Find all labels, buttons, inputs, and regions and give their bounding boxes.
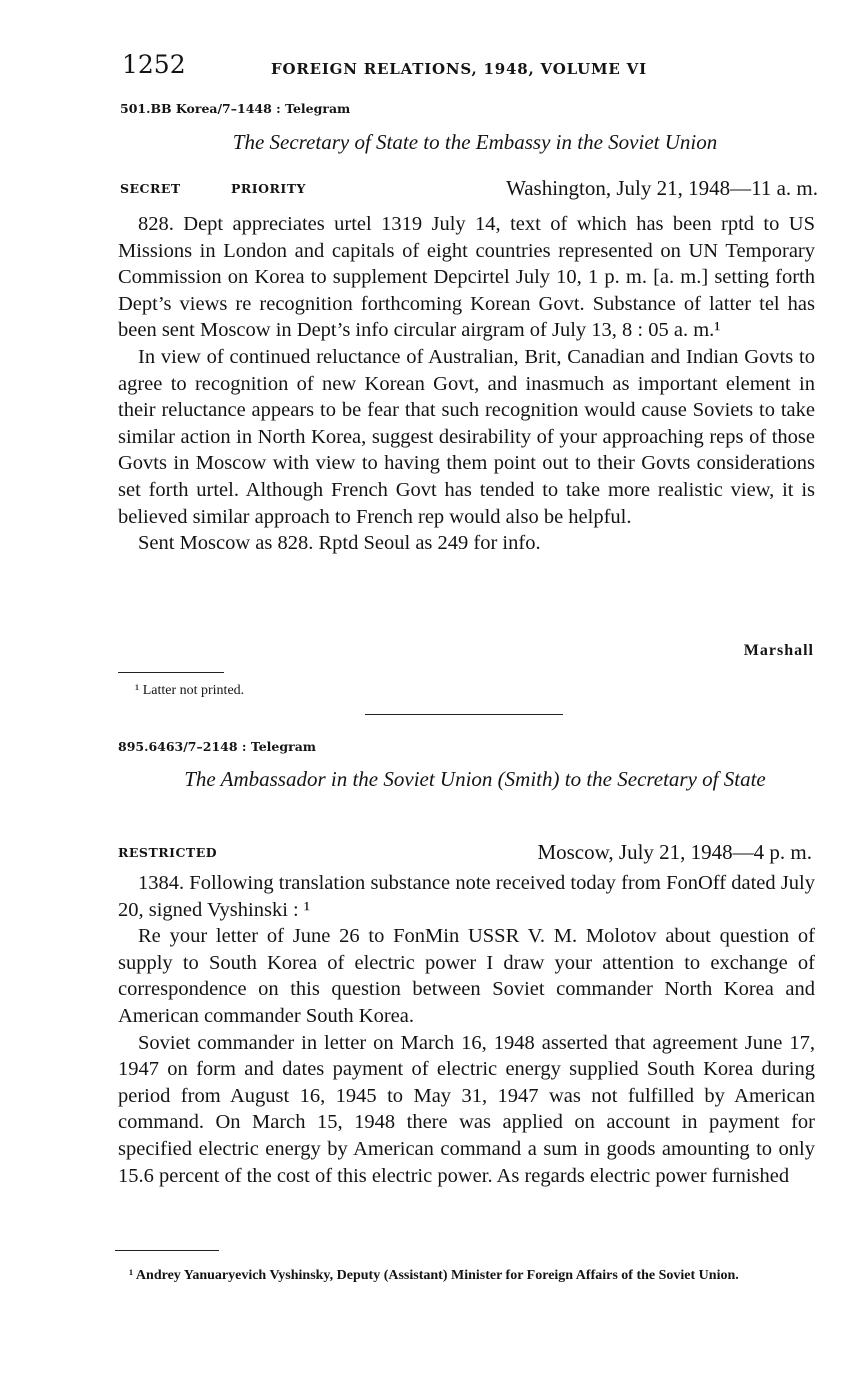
doc2-paragraph: 1384. Following translation substance note received today from FonOff dated July 20, signed Vyshinski : ¹ bbox=[118, 872, 815, 921]
doc2-body bbox=[118, 870, 815, 1189]
running-head: FOREIGN RELATIONS, 1948, VOLUME VI bbox=[271, 60, 647, 78]
doc1-priority: PRIORITY bbox=[231, 181, 306, 196]
doc2-paragraph: Re your letter of June 26 to FonMin USSR V. M. Molotov about question of supply to South Korea of electric power I draw your attention to exchange of correspondence on this question between Soviet commander North Korea and American commander South Korea. bbox=[118, 925, 815, 1027]
doc1-paragraph: 828. Dept appreciates urtel 1319 July 14, text of which has been rptd to US Missions in London and capitals of eight countries represented on UN Temporary Commission on Korea to supplement Depcirtel July 10, 1 p. m. [a. m.] setting forth Dept’s views re recognition forthcoming Korean Govt. Substance of latter tel has been sent Moscow in Dept’s info circular airgram of July 13, 8 : 05 a. m.¹ bbox=[118, 213, 815, 342]
page-number: 1252 bbox=[122, 50, 186, 79]
doc1-dateline: Washington, July 21, 1948—11 a. m. bbox=[506, 176, 818, 200]
document-separator bbox=[365, 714, 563, 715]
doc1-body bbox=[118, 211, 815, 557]
doc2-classification: RESTRICTED bbox=[118, 845, 218, 860]
doc1-file-id: 501.BB Korea/7–1448 : Telegram bbox=[120, 101, 351, 116]
footnote-rule bbox=[115, 1250, 219, 1251]
doc2-dateline: Moscow, July 21, 1948—4 p. m. bbox=[537, 840, 812, 864]
doc1-title: The Secretary of State to the Embassy in the Soviet Union bbox=[232, 130, 718, 154]
footnote-rule bbox=[118, 672, 224, 673]
doc2-title: The Ambassador in the Soviet Union (Smith) to the Secretary of State bbox=[184, 767, 766, 791]
doc1-paragraph: Sent Moscow as 828. Rptd Seoul as 249 for info. bbox=[138, 532, 541, 555]
doc1-classification: SECRET bbox=[120, 181, 181, 196]
doc1-paragraph: In view of continued reluctance of Australian, Brit, Canadian and Indian Govts to agree to recognition of new Korean Govt, and inasmuch as important element in their reluctance appears to be fear that such recognition would cause Soviets to take similar action in North Korea, suggest desirability of your approaching reps of those Govts in Moscow with view to having them point out to their Govts considerations set forth urtel. Although French Govt has tended to take more realistic view, it is believed similar approach to French rep would also be helpful. bbox=[118, 345, 815, 528]
doc2-file-id: 895.6463/7–2148 : Telegram bbox=[118, 739, 317, 754]
doc1-signature: Marshall bbox=[743, 642, 814, 659]
doc2-paragraph: Soviet commander in letter on March 16, 1948 asserted that agreement June 17, 1947 on form and dates payment of electric energy supplied South Korea during period from August 16, 1945 to May 31, 1947 was not fulfilled by American command. On March 15, 1948 there was applied on account in payment for specified electric energy by American command a sum in goods amounting to only 15.6 percent of the cost of this electric power. As regards electric power furnished bbox=[118, 1031, 815, 1187]
doc1-footnote: ¹ Latter not printed. bbox=[135, 683, 245, 698]
doc2-footnote: ¹ Andrey Yanuaryevich Vyshinsky, Deputy (Assistant) Minister for Foreign Affairs of the Soviet Union. bbox=[129, 1268, 739, 1283]
